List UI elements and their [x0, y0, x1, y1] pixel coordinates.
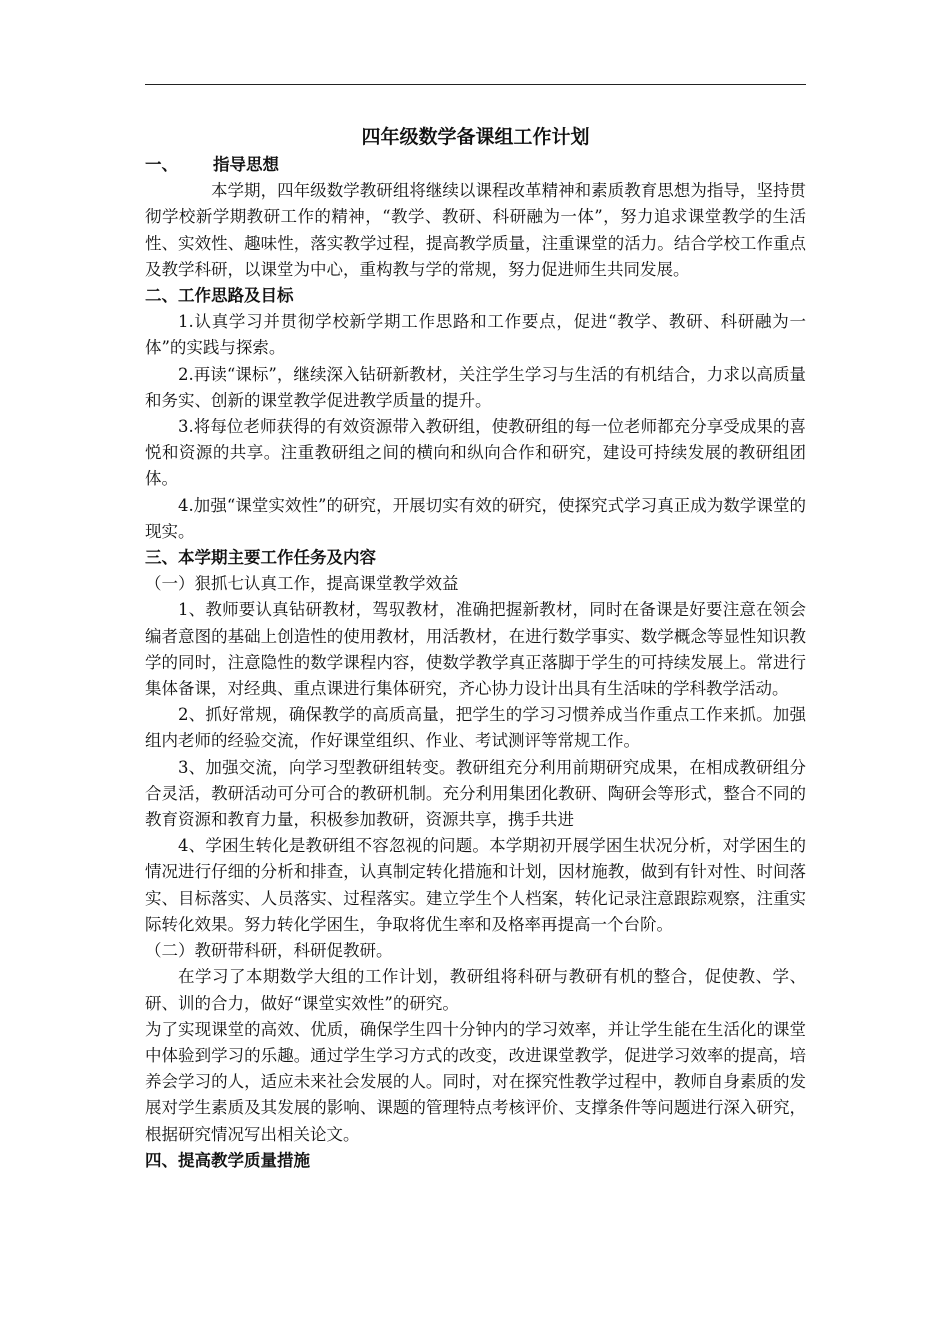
section-1-title: 指导思想: [213, 155, 279, 174]
subsection-1-item: 1、教师要认真钻研教材，驾驭教材，准确把握新教材，同时在备课是好要注意在领会编者意图的基础上创造性的使用教材，用活教材，在进行数学事实、数学概念等显性知识教学的同时，注意隐性的数学课程内容，使数学教学真正落脚于学生的可持续发展上。常进行集体备课，对经典、重点课进行集体研究，齐心协力设计出具有生活味的学科教学活动。: [145, 600, 806, 699]
section-1-number: 一、: [145, 155, 178, 174]
subsection-2-paragraph: 为了实现课堂的高效、优质，确保学生四十分钟内的学习效率，并让学生能在生活化的课堂中体验到学习的乐趣。通过学生学习方式的改变，改进课堂教学，促进学习效率的提高，培养会学习的人，适应未来社会发展的人。同时，对在探究性教学过程中，教师自身素质的发展对学生素质及其发展的影响、课题的管理特点考核评价、支撑条件等问题进行深入研究，根据研究情况写出相关论文。: [145, 1019, 806, 1144]
section-2-item: 4.加强“课堂实效性”的研究，开展切实有效的研究，使探究式学习真正成为数学课堂的现实。: [145, 495, 806, 541]
subsection-1-item: 2、抓好常规，确保教学的高质高量，把学生的学习习惯养成当作重点工作来抓。加强组内老师的经验交流，作好课堂组织、作业、考试测评等常规工作。: [145, 705, 806, 751]
subsection-2-heading: （二）教研带科研，科研促教研。: [145, 941, 393, 961]
subsection-2-paragraph: 在学习了本期数学大组的工作计划，教研组将科研与教研有机的整合，促使教、学、研、训的合力，做好“课堂实效性”的研究。: [145, 967, 806, 1013]
header-rule: [145, 84, 806, 85]
section-1-paragraph: 本学期，四年级数学教研组将继续以课程改革精神和素质教育思想为指导，坚持贯彻学校新学期教研工作的精神，“教学、教研、科研融为一体”，努力追求课堂教学的生活性、实效性、趣味性，落实教学过程，提高教学质量，注重课堂的活力。结合学校工作重点及教学科研，以课堂为中心，重构教与学的常规，努力促进师生共同发展。: [145, 181, 806, 279]
section-2-item: 3.将每位老师获得的有效资源带入教研组，使教研组的每一位老师都充分享受成果的喜悦和资源的共享。注重教研组之间的横向和纵向合作和研究，建设可持续发展的教研组团体。: [145, 417, 806, 489]
section-2-item: 1.认真学习并贯彻学校新学期工作思路和工作要点，促进“教学、教研、科研融为一体”的实践与探索。: [145, 312, 806, 358]
section-1-heading: [145, 152, 806, 178]
subsection-1-item: 3、加强交流，向学习型教研组转变。教研组充分利用前期研究成果，在相成教研组分合灵活，教研活动可分可合的教研机制。充分利用集团化教研、陶研会等形式，整合不同的教育资源和教育力量，积极参加教研，资源共享，携手共进: [145, 757, 806, 830]
section-4-heading: 四、提高教学质量措施: [145, 1150, 310, 1170]
document-title: 四年级数学备课组工作计划: [361, 126, 590, 148]
subsection-1-heading: （一）狠抓七认真工作，提高课堂教学效益: [145, 574, 459, 594]
section-2-item: 2.再读“课标”，继续深入钻研新教材，关注学生学习与生活的有机结合，力求以高质量和务实、创新的课堂教学促进教学质量的提升。: [145, 364, 806, 410]
section-2-heading: 二、工作思路及目标: [145, 286, 294, 306]
document-body: [145, 122, 806, 1174]
section-3-heading: 三、本学期主要工作任务及内容: [145, 548, 376, 568]
subsection-1-item: 4、学困生转化是教研组不容忽视的问题。本学期初开展学困生状况分析，对学困生的情况进行仔细的分析和排查，认真制定转化措施和计划，因材施教，做到有针对性、时间落实、目标落实、人员落实、过程落实。建立学生个人档案，转化记录注意跟踪观察，注重实际转化效果。努力转化学困生，争取将优生率和及格率再提高一个台阶。: [145, 836, 806, 934]
